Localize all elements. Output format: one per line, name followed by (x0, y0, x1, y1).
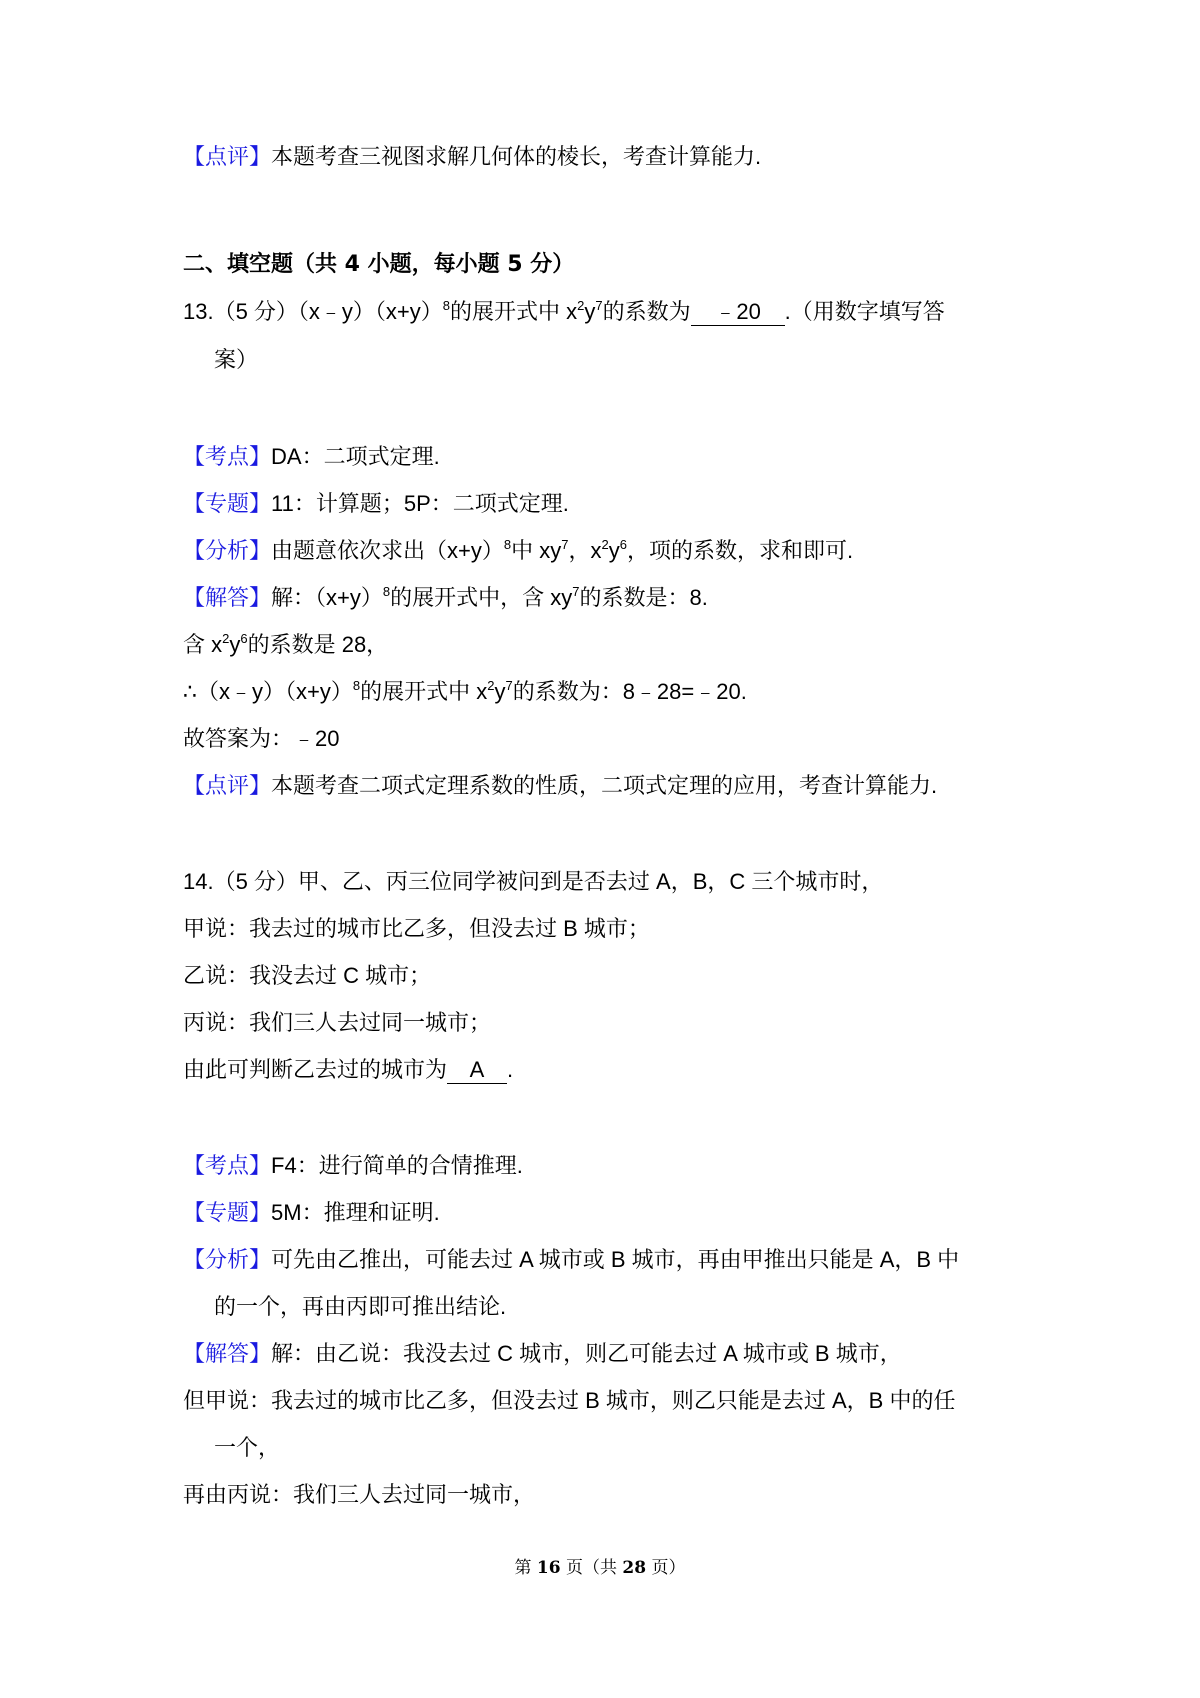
footer-text: 第 (514, 1558, 537, 1578)
kaodian-tag: 【考点】 (183, 444, 272, 469)
fenxi-text: ，项的系数，求和即可. (626, 538, 854, 563)
footer-text: 页（共 (560, 1558, 623, 1578)
dianping-tag: 【点评】 (183, 773, 272, 798)
page-number: 16 (536, 1558, 561, 1578)
q13-kaodian (183, 442, 440, 472)
q14-zhuanti (183, 1198, 440, 1228)
fenxi-text: ，x (568, 538, 602, 563)
jieda-text: 解：由乙说：我没去过 C 城市，则乙可能去过 A 城市或 B 城市， (271, 1341, 902, 1366)
fenxi-text: y (608, 538, 620, 563)
q13-dianping (183, 771, 937, 801)
q14-solution-line2: 但甲说：我去过的城市比乙多，但没去过 B 城市，则乙只能是去过 A，B 中的任 (183, 1388, 956, 1413)
exponent: 8 (382, 584, 391, 599)
comment-text: 本题考查三视图求解几何体的棱长，考查计算能力. (271, 144, 762, 169)
exponent: 2 (487, 678, 495, 693)
solution-text: ∴（x﹣y）（x+y） (183, 679, 353, 704)
q13-text: 13.（5 分）（x﹣y）（x+y） (183, 299, 443, 324)
q14-fenxi (183, 1245, 959, 1275)
top-comment (183, 142, 761, 172)
q13-fenxi (183, 536, 853, 566)
q13-text: 的系数为 (602, 299, 691, 324)
page-footer (0, 1556, 1200, 1580)
exponent: 8 (503, 537, 512, 552)
zhuanti-text: 5M：推理和证明. (271, 1200, 440, 1225)
section-header: 二、填空题（共 4 小题，每小题 5 分） (183, 252, 575, 277)
solution-text: 的系数是 28， (247, 632, 389, 657)
q13-text: y (584, 299, 596, 324)
exponent: 8 (352, 678, 361, 693)
question-14-line2: 甲说：我去过的城市比乙多，但没去过 B 城市； (183, 916, 650, 941)
q13-solution-answer: 故答案为：﹣20 (183, 726, 340, 751)
fenxi-tag: 【分析】 (183, 538, 272, 563)
fenxi-text: 中 xy (511, 538, 562, 563)
q13-exponent: 2 (577, 298, 585, 313)
zhuanti-tag: 【专题】 (183, 491, 272, 516)
exponent: 6 (240, 631, 248, 646)
q14-fenxi-cont: 的一个，再由丙即可推出结论. (214, 1294, 507, 1319)
question-13 (183, 297, 945, 327)
q13-solution-line3 (183, 677, 747, 707)
comment-tag: 【点评】 (183, 144, 272, 169)
fenxi-text: 由题意依次求出（x+y） (271, 538, 504, 563)
question-14: 14.（5 分）甲、乙、丙三位同学被问到是否去过 A，B，C 三个城市时， (183, 869, 884, 894)
exponent: 6 (619, 537, 627, 552)
q14-jieda (183, 1339, 902, 1369)
kaodian-text: F4：进行简单的合情推理. (271, 1153, 523, 1178)
jieda-tag: 【解答】 (183, 1341, 272, 1366)
question-13-cont: 案） (214, 347, 259, 372)
kaodian-text: DA：二项式定理. (271, 444, 440, 469)
kaodian-tag: 【考点】 (183, 1153, 272, 1178)
question-14-line3: 乙说：我没去过 C 城市； (183, 963, 432, 988)
dianping-text: 本题考查二项式定理系数的性质，二项式定理的应用，考查计算能力. (271, 773, 938, 798)
q13-answer-blank: ﹣20 (691, 299, 785, 326)
q13-solution-line2 (183, 630, 388, 660)
zhuanti-text: 11：计算题；5P：二项式定理. (271, 491, 569, 516)
q13-exponent: 7 (595, 298, 603, 313)
jieda-tag: 【解答】 (183, 585, 272, 610)
q13-zhuanti (183, 489, 569, 519)
exponent: 2 (601, 537, 609, 552)
q14-solution-line3: 再由丙说：我们三人去过同一城市， (183, 1482, 536, 1507)
solution-text: y (494, 679, 506, 704)
jieda-text: 的系数是：8. (579, 585, 708, 610)
fenxi-text: 可先由乙推出，可能去过 A 城市或 B 城市，再由甲推出只能是 A，B 中 (271, 1247, 960, 1272)
q14-text: 由此可判断乙去过的城市为 (183, 1057, 448, 1082)
question-14-line5 (183, 1055, 513, 1085)
q13-text: 的展开式中 x (450, 299, 578, 324)
q14-kaodian (183, 1151, 523, 1181)
zhuanti-tag: 【专题】 (183, 1200, 272, 1225)
exponent: 7 (505, 678, 513, 693)
q14-answer-blank: A (447, 1057, 507, 1084)
q13-text: .（用数字填写答 (784, 299, 945, 324)
question-14-line4: 丙说：我们三人去过同一城市； (183, 1010, 492, 1035)
exponent: 7 (561, 537, 569, 552)
page-total: 28 (622, 1558, 647, 1578)
q13-jieda (183, 583, 708, 613)
solution-text: 含 x (183, 632, 223, 657)
q14-solution-line2-cont: 一个， (214, 1435, 281, 1460)
solution-text: y (229, 632, 241, 657)
q13-exponent: 8 (442, 298, 451, 313)
exponent: 2 (222, 631, 230, 646)
jieda-text: 解：（x+y） (271, 585, 383, 610)
jieda-text: 的展开式中，含 xy (390, 585, 573, 610)
fenxi-tag: 【分析】 (183, 1247, 272, 1272)
solution-text: 的系数为：8﹣28=﹣20. (512, 679, 747, 704)
solution-text: 的展开式中 x (360, 679, 488, 704)
q14-text: . (507, 1057, 514, 1082)
footer-text: 页） (646, 1558, 686, 1578)
exponent: 7 (572, 584, 580, 599)
